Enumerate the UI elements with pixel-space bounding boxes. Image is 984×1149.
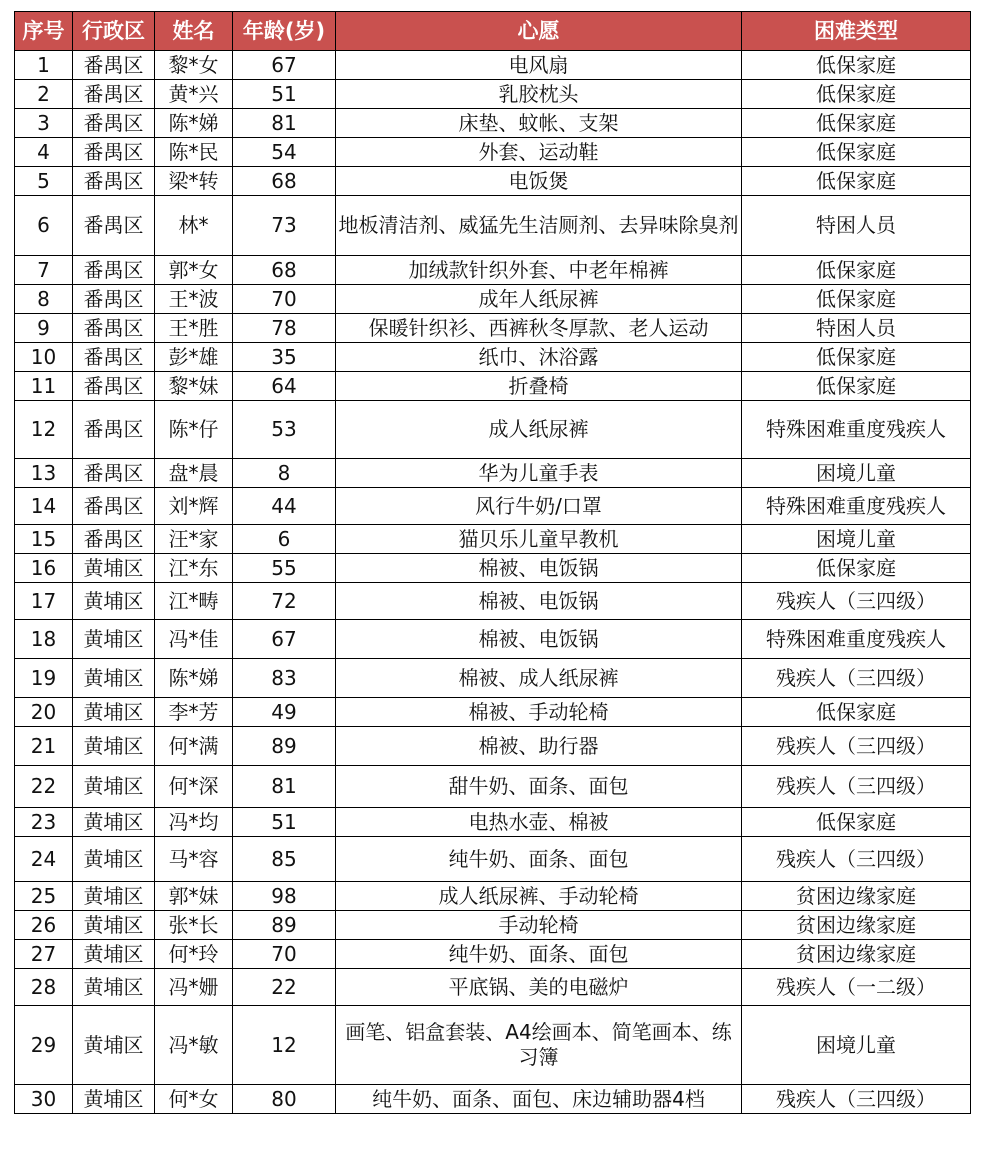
cell-wish: 画笔、铝盒套装、A4绘画本、简笔画本、练习簿 xyxy=(336,1006,742,1085)
cell-index: 16 xyxy=(15,554,73,583)
cell-wish: 电热水壶、棉被 xyxy=(336,808,742,837)
cell-index: 21 xyxy=(15,727,73,766)
table-row xyxy=(15,698,971,727)
cell-index: 4 xyxy=(15,138,73,167)
cell-hardship-type: 残疾人（一二级） xyxy=(742,969,971,1006)
cell-wish: 棉被、电饭锅 xyxy=(336,554,742,583)
cell-wish: 电风扇 xyxy=(336,51,742,80)
cell-wish: 棉被、电饭锅 xyxy=(336,583,742,620)
cell-name: 李*芳 xyxy=(155,698,233,727)
cell-hardship-type: 低保家庭 xyxy=(742,285,971,314)
table-row xyxy=(15,940,971,969)
table-row xyxy=(15,488,971,525)
cell-index: 30 xyxy=(15,1085,73,1114)
cell-wish: 猫贝乐儿童早教机 xyxy=(336,525,742,554)
cell-district: 番禺区 xyxy=(73,256,155,285)
cell-index: 2 xyxy=(15,80,73,109)
table-row xyxy=(15,554,971,583)
cell-age: 53 xyxy=(233,401,336,459)
cell-index: 26 xyxy=(15,911,73,940)
header-age: 年龄(岁) xyxy=(233,12,336,51)
cell-age: 73 xyxy=(233,196,336,256)
cell-hardship-type: 困境儿童 xyxy=(742,525,971,554)
cell-index: 13 xyxy=(15,459,73,488)
cell-hardship-type: 残疾人（三四级） xyxy=(742,1085,971,1114)
cell-age: 51 xyxy=(233,80,336,109)
cell-hardship-type: 低保家庭 xyxy=(742,372,971,401)
header-row xyxy=(15,12,971,51)
cell-wish: 保暖针织衫、西裤秋冬厚款、老人运动 xyxy=(336,314,742,343)
cell-name: 郭*妹 xyxy=(155,882,233,911)
cell-age: 80 xyxy=(233,1085,336,1114)
table-row xyxy=(15,343,971,372)
cell-wish: 棉被、成人纸尿裤 xyxy=(336,659,742,698)
cell-district: 黄埔区 xyxy=(73,1006,155,1085)
cell-name: 冯*姗 xyxy=(155,969,233,1006)
cell-age: 70 xyxy=(233,285,336,314)
cell-age: 83 xyxy=(233,659,336,698)
table-row xyxy=(15,372,971,401)
table-row xyxy=(15,882,971,911)
cell-wish: 甜牛奶、面条、面包 xyxy=(336,766,742,808)
cell-wish: 床垫、蚊帐、支架 xyxy=(336,109,742,138)
table-row xyxy=(15,659,971,698)
cell-name: 何*女 xyxy=(155,1085,233,1114)
header-hardship-type: 困难类型 xyxy=(742,12,971,51)
cell-age: 98 xyxy=(233,882,336,911)
cell-district: 黄埔区 xyxy=(73,1085,155,1114)
cell-age: 35 xyxy=(233,343,336,372)
cell-hardship-type: 低保家庭 xyxy=(742,80,971,109)
cell-index: 1 xyxy=(15,51,73,80)
cell-hardship-type: 残疾人（三四级） xyxy=(742,583,971,620)
header-name: 姓名 xyxy=(155,12,233,51)
header-district: 行政区 xyxy=(73,12,155,51)
cell-age: 81 xyxy=(233,766,336,808)
cell-index: 28 xyxy=(15,969,73,1006)
cell-district: 黄埔区 xyxy=(73,882,155,911)
cell-wish: 成人纸尿裤、手动轮椅 xyxy=(336,882,742,911)
cell-district: 番禺区 xyxy=(73,196,155,256)
cell-district: 番禺区 xyxy=(73,80,155,109)
cell-hardship-type: 低保家庭 xyxy=(742,51,971,80)
table-row xyxy=(15,583,971,620)
cell-wish: 纯牛奶、面条、面包、床边辅助器4档 xyxy=(336,1085,742,1114)
table-row xyxy=(15,401,971,459)
cell-index: 7 xyxy=(15,256,73,285)
cell-index: 22 xyxy=(15,766,73,808)
cell-wish: 棉被、手动轮椅 xyxy=(336,698,742,727)
table-row xyxy=(15,109,971,138)
table-row xyxy=(15,1006,971,1085)
cell-age: 68 xyxy=(233,167,336,196)
cell-district: 黄埔区 xyxy=(73,766,155,808)
cell-name: 王*波 xyxy=(155,285,233,314)
cell-hardship-type: 特殊困难重度残疾人 xyxy=(742,401,971,459)
cell-age: 55 xyxy=(233,554,336,583)
cell-hardship-type: 低保家庭 xyxy=(742,808,971,837)
cell-wish: 手动轮椅 xyxy=(336,911,742,940)
cell-wish: 乳胶枕头 xyxy=(336,80,742,109)
cell-hardship-type: 贫困边缘家庭 xyxy=(742,940,971,969)
cell-name: 陈*民 xyxy=(155,138,233,167)
cell-age: 67 xyxy=(233,620,336,659)
cell-index: 6 xyxy=(15,196,73,256)
cell-age: 89 xyxy=(233,911,336,940)
cell-name: 冯*佳 xyxy=(155,620,233,659)
cell-name: 何*深 xyxy=(155,766,233,808)
cell-wish: 折叠椅 xyxy=(336,372,742,401)
cell-age: 89 xyxy=(233,727,336,766)
table-row xyxy=(15,808,971,837)
cell-district: 番禺区 xyxy=(73,372,155,401)
table-row xyxy=(15,620,971,659)
cell-district: 番禺区 xyxy=(73,138,155,167)
table-body xyxy=(15,51,971,1114)
cell-age: 85 xyxy=(233,837,336,882)
cell-district: 黄埔区 xyxy=(73,727,155,766)
cell-age: 49 xyxy=(233,698,336,727)
cell-index: 29 xyxy=(15,1006,73,1085)
cell-index: 24 xyxy=(15,837,73,882)
cell-district: 黄埔区 xyxy=(73,837,155,882)
cell-hardship-type: 特殊困难重度残疾人 xyxy=(742,620,971,659)
cell-index: 9 xyxy=(15,314,73,343)
table-row xyxy=(15,256,971,285)
cell-wish: 地板清洁剂、威猛先生洁厕剂、去异味除臭剂 xyxy=(336,196,742,256)
cell-index: 20 xyxy=(15,698,73,727)
cell-name: 刘*辉 xyxy=(155,488,233,525)
cell-hardship-type: 低保家庭 xyxy=(742,343,971,372)
cell-hardship-type: 困境儿童 xyxy=(742,459,971,488)
cell-wish: 纸巾、沐浴露 xyxy=(336,343,742,372)
cell-index: 10 xyxy=(15,343,73,372)
cell-wish: 纯牛奶、面条、面包 xyxy=(336,940,742,969)
cell-hardship-type: 残疾人（三四级） xyxy=(742,659,971,698)
cell-name: 陈*娣 xyxy=(155,109,233,138)
cell-age: 6 xyxy=(233,525,336,554)
cell-name: 盘*晨 xyxy=(155,459,233,488)
cell-district: 黄埔区 xyxy=(73,808,155,837)
table-row xyxy=(15,459,971,488)
cell-index: 5 xyxy=(15,167,73,196)
cell-name: 何*玲 xyxy=(155,940,233,969)
cell-age: 12 xyxy=(233,1006,336,1085)
cell-wish: 风行牛奶/口罩 xyxy=(336,488,742,525)
cell-name: 何*满 xyxy=(155,727,233,766)
cell-name: 陈*仔 xyxy=(155,401,233,459)
cell-name: 陈*娣 xyxy=(155,659,233,698)
cell-age: 22 xyxy=(233,969,336,1006)
header-index: 序号 xyxy=(15,12,73,51)
cell-wish: 纯牛奶、面条、面包 xyxy=(336,837,742,882)
table-row xyxy=(15,285,971,314)
table-row xyxy=(15,314,971,343)
cell-district: 黄埔区 xyxy=(73,583,155,620)
cell-wish: 棉被、助行器 xyxy=(336,727,742,766)
cell-index: 11 xyxy=(15,372,73,401)
cell-name: 郭*女 xyxy=(155,256,233,285)
cell-hardship-type: 残疾人（三四级） xyxy=(742,766,971,808)
table-row xyxy=(15,766,971,808)
cell-district: 番禺区 xyxy=(73,314,155,343)
cell-age: 72 xyxy=(233,583,336,620)
cell-name: 彭*雄 xyxy=(155,343,233,372)
cell-age: 78 xyxy=(233,314,336,343)
cell-hardship-type: 低保家庭 xyxy=(742,138,971,167)
cell-age: 54 xyxy=(233,138,336,167)
table-row xyxy=(15,911,971,940)
cell-age: 70 xyxy=(233,940,336,969)
cell-hardship-type: 低保家庭 xyxy=(742,109,971,138)
cell-district: 番禺区 xyxy=(73,343,155,372)
cell-name: 黎*妹 xyxy=(155,372,233,401)
cell-index: 14 xyxy=(15,488,73,525)
cell-index: 23 xyxy=(15,808,73,837)
cell-hardship-type: 残疾人（三四级） xyxy=(742,837,971,882)
cell-index: 8 xyxy=(15,285,73,314)
table-row xyxy=(15,80,971,109)
table-row xyxy=(15,969,971,1006)
cell-hardship-type: 特困人员 xyxy=(742,196,971,256)
cell-wish: 成年人纸尿裤 xyxy=(336,285,742,314)
cell-district: 番禺区 xyxy=(73,459,155,488)
cell-district: 黄埔区 xyxy=(73,659,155,698)
cell-name: 林* xyxy=(155,196,233,256)
cell-hardship-type: 贫困边缘家庭 xyxy=(742,882,971,911)
cell-index: 12 xyxy=(15,401,73,459)
cell-hardship-type: 特殊困难重度残疾人 xyxy=(742,488,971,525)
cell-index: 15 xyxy=(15,525,73,554)
cell-name: 江*畴 xyxy=(155,583,233,620)
table-row xyxy=(15,51,971,80)
cell-index: 19 xyxy=(15,659,73,698)
cell-wish: 棉被、电饭锅 xyxy=(336,620,742,659)
cell-age: 8 xyxy=(233,459,336,488)
cell-district: 番禺区 xyxy=(73,167,155,196)
cell-district: 番禺区 xyxy=(73,109,155,138)
cell-district: 黄埔区 xyxy=(73,698,155,727)
cell-hardship-type: 贫困边缘家庭 xyxy=(742,911,971,940)
table-row xyxy=(15,1085,971,1114)
cell-wish: 外套、运动鞋 xyxy=(336,138,742,167)
table-row xyxy=(15,837,971,882)
cell-wish: 加绒款针织外套、中老年棉裤 xyxy=(336,256,742,285)
cell-index: 27 xyxy=(15,940,73,969)
cell-age: 81 xyxy=(233,109,336,138)
cell-district: 黄埔区 xyxy=(73,554,155,583)
cell-district: 番禺区 xyxy=(73,401,155,459)
table-row xyxy=(15,525,971,554)
cell-wish: 平底锅、美的电磁炉 xyxy=(336,969,742,1006)
cell-hardship-type: 低保家庭 xyxy=(742,698,971,727)
cell-district: 黄埔区 xyxy=(73,911,155,940)
cell-name: 黎*女 xyxy=(155,51,233,80)
cell-district: 番禺区 xyxy=(73,51,155,80)
table-row xyxy=(15,167,971,196)
cell-age: 44 xyxy=(233,488,336,525)
cell-name: 张*长 xyxy=(155,911,233,940)
cell-name: 江*东 xyxy=(155,554,233,583)
cell-district: 黄埔区 xyxy=(73,620,155,659)
cell-wish: 华为儿童手表 xyxy=(336,459,742,488)
cell-age: 67 xyxy=(233,51,336,80)
table-row xyxy=(15,727,971,766)
cell-age: 64 xyxy=(233,372,336,401)
table-row xyxy=(15,196,971,256)
cell-hardship-type: 残疾人（三四级） xyxy=(742,727,971,766)
cell-name: 梁*转 xyxy=(155,167,233,196)
wish-table xyxy=(14,11,971,1114)
cell-name: 汪*家 xyxy=(155,525,233,554)
cell-hardship-type: 困境儿童 xyxy=(742,1006,971,1085)
cell-age: 51 xyxy=(233,808,336,837)
cell-district: 番禺区 xyxy=(73,488,155,525)
cell-name: 黄*兴 xyxy=(155,80,233,109)
header-wish: 心愿 xyxy=(336,12,742,51)
cell-hardship-type: 低保家庭 xyxy=(742,256,971,285)
cell-district: 番禺区 xyxy=(73,285,155,314)
cell-hardship-type: 低保家庭 xyxy=(742,167,971,196)
cell-index: 3 xyxy=(15,109,73,138)
cell-index: 18 xyxy=(15,620,73,659)
cell-wish: 电饭煲 xyxy=(336,167,742,196)
cell-hardship-type: 低保家庭 xyxy=(742,554,971,583)
cell-name: 冯*均 xyxy=(155,808,233,837)
cell-district: 黄埔区 xyxy=(73,969,155,1006)
cell-age: 68 xyxy=(233,256,336,285)
cell-name: 冯*敏 xyxy=(155,1006,233,1085)
cell-index: 17 xyxy=(15,583,73,620)
cell-name: 马*容 xyxy=(155,837,233,882)
cell-hardship-type: 特困人员 xyxy=(742,314,971,343)
cell-wish: 成人纸尿裤 xyxy=(336,401,742,459)
cell-district: 番禺区 xyxy=(73,525,155,554)
cell-district: 黄埔区 xyxy=(73,940,155,969)
table-row xyxy=(15,138,971,167)
cell-name: 王*胜 xyxy=(155,314,233,343)
cell-index: 25 xyxy=(15,882,73,911)
